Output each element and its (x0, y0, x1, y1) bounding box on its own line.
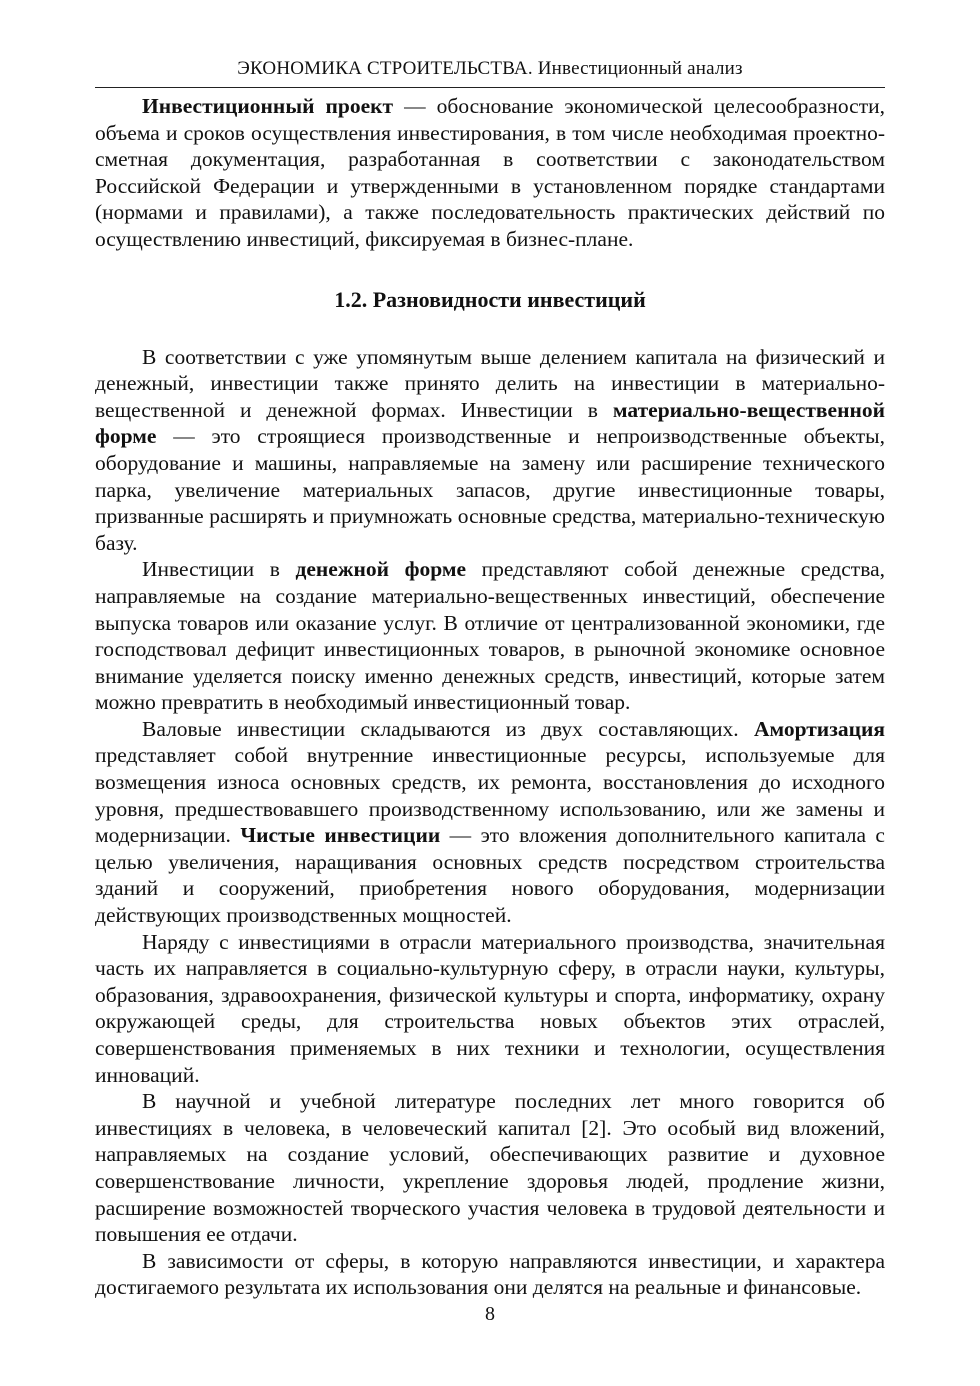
paragraph-5: В научной и учебной литературе последних лет много говорится об инвестициях в человека, в человеческий капитал [2]. Это особый вид вложений, направляемых на создание условий, обеспечивающих развитие и духовное совершенствование личности, укрепление здоровья людей, продление жизни, расширение возможностей творческого участия человека в трудовой деятельности и повышения ее отдачи. (95, 1089, 885, 1247)
p2-text-b: представляют собой денежные средства, направляемые на создание материально-вещественных инвестиций, обеспечение выпуска товаров или оказание услуг. В отличие от централизованной экономики, где господствовал дефицит инвестиционных товаров, в рыночной экономике основное внимание уделяется поиску именно денежных средств, инвестиций, которые затем можно превратить в необходимый инвестиционный товар. (95, 557, 885, 715)
paragraph-3 (95, 716, 885, 929)
paragraph-intro (95, 93, 885, 253)
page-body (95, 93, 885, 1301)
p3-text-b: представляет собой внутренние инвестиционные ресурсы, используемые для возмещения износа основных средств, их ремонта, восстановления до исходного уровня, предшествовавшего производственному использованию, или же замены и модернизации. (95, 743, 885, 848)
header-rule (95, 87, 885, 88)
section-title: 1.2. Разновидности инвестиций (334, 286, 646, 312)
running-header: ЭКОНОМИКА СТРОИТЕЛЬСТВА. Инвестиционный анализ (237, 58, 743, 79)
paragraph-6: В зависимости от сферы, в которую направляются инвестиции, и характера достигаемого результата их использования они делятся на реальные и финансовые. (95, 1248, 885, 1300)
p3-text-a: Валовые инвестиции складываются из двух составляющих. (142, 716, 754, 741)
p1-text-a: В соответствии с уже упомянутым выше делением капитала на физический и денежный, инвестиции также принято делить на инвестиции в материально-вещественной и денежной формах. Инвестиции в (95, 344, 885, 422)
term-net-investment: Чистые инвестиции (240, 823, 441, 848)
page-number: 8 (485, 1303, 495, 1325)
paragraph-4: Наряду с инвестициями в отрасли материального производства, значительная часть их направляется в социально-культурную сферу, в отрасли науки, культуры, образования, здравоохранения, физической культуры и спорта, информатику, охрану окружающей среды, для строительства новых объектов этих отраслей, совершенствования применяемых в них техники и технологии, осуществления инноваций. (95, 929, 885, 1087)
p2-text-a: Инвестиции в (142, 557, 296, 582)
term-material-form: материально-вещественной форме (95, 397, 885, 449)
term-investment-project: Инвестиционный проект (142, 94, 394, 118)
term-monetary-form: денежной форме (295, 557, 467, 582)
paragraph-1 (95, 344, 885, 557)
p3-text-c: — это вложения дополнительного капитала с целью увеличения, наращивания основных средств посредством строительства зданий и сооружений, приобретения нового оборудования, модернизации действующих производственных мощностей. (95, 823, 885, 928)
term-amortization: Амортизация (753, 716, 885, 741)
paragraph-2 (95, 556, 885, 716)
intro-text: — обоснование экономической целесообразности, объема и сроков осуществления инвестирования, в том числе необходимая проектно-сметная документация, разработанная в соответствии с законодательством Российской Федерации и утвержденными в установленном порядке стандартами (нормами и правилами), а также последовательность практических действий по осуществлению инвестиций, фиксируемая в бизнес-плане. (95, 94, 885, 251)
p1-text-b: — это строящиеся производственные и непроизводственные объекты, оборудование и машины, направляемые на замену или расширение технического парка, увеличение материальных запасов, другие инвестиционные товары, призванные расширять и приумножать основные средства, материально-техническую базу. (95, 424, 885, 555)
